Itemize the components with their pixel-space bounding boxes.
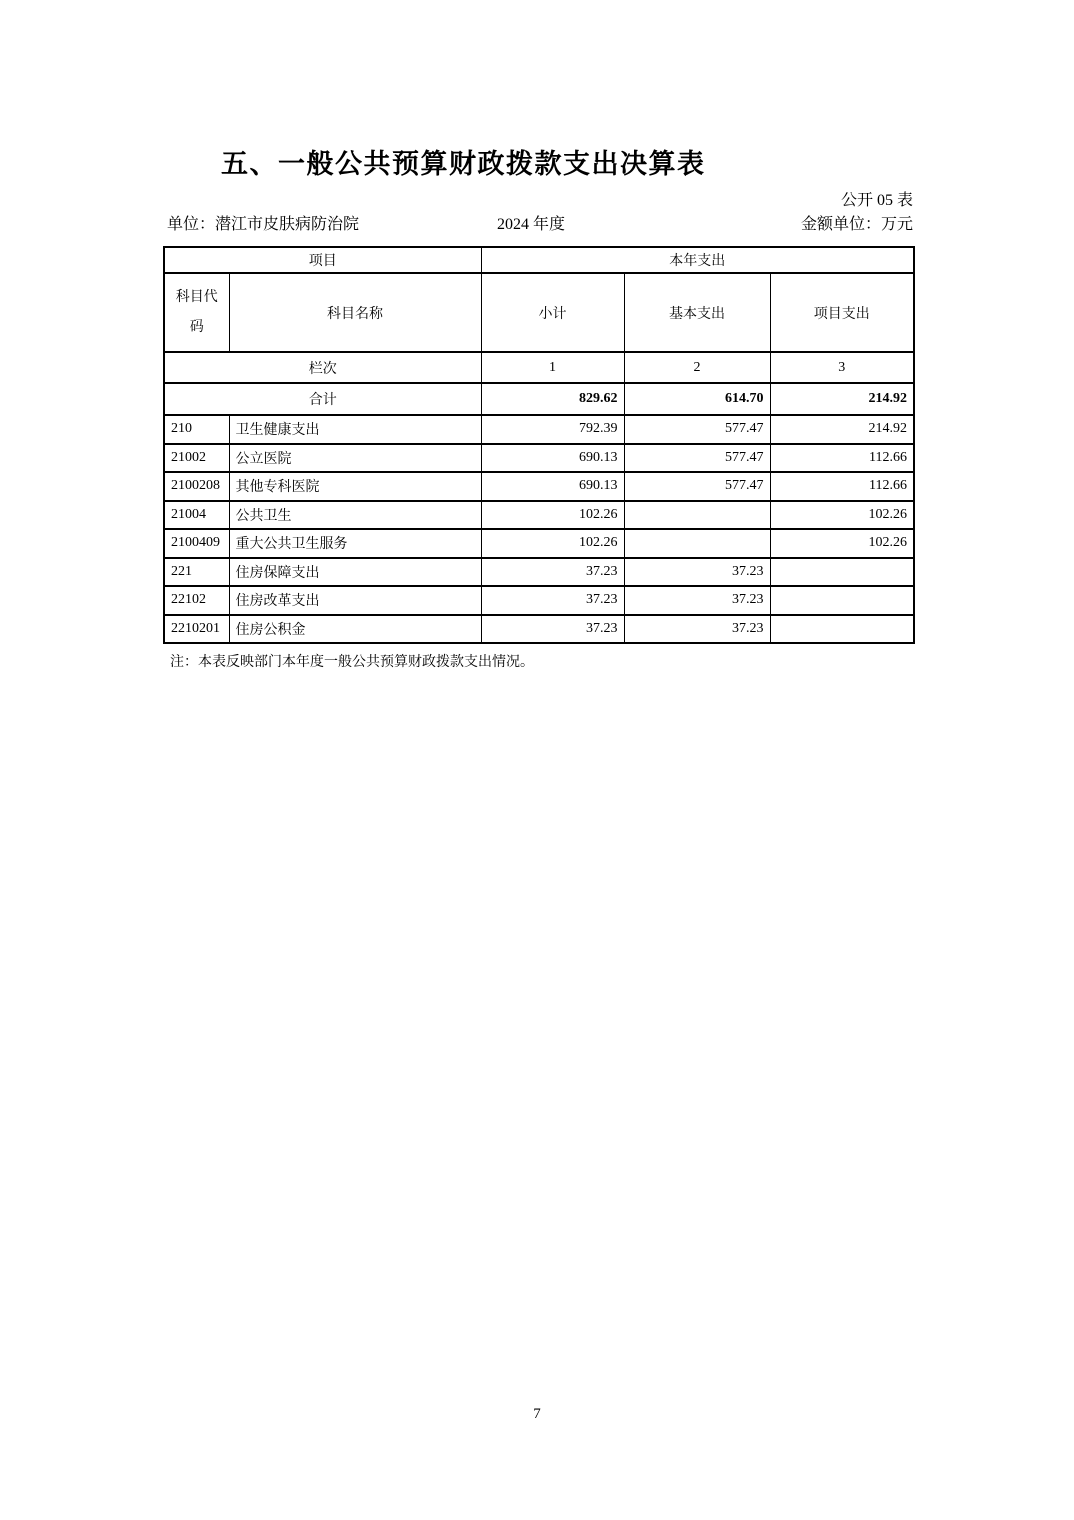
column-index-1: 1 bbox=[481, 352, 624, 383]
name-cell: 公立医院 bbox=[229, 444, 481, 473]
table-row bbox=[164, 586, 914, 615]
code-cell: 21004 bbox=[164, 501, 229, 530]
project-cell: 102.26 bbox=[770, 529, 914, 558]
subtotal-cell: 102.26 bbox=[481, 529, 624, 558]
table-row bbox=[164, 501, 914, 530]
column-index-label: 栏次 bbox=[164, 352, 481, 383]
table-meta-row bbox=[163, 211, 913, 233]
subtotal-cell: 690.13 bbox=[481, 472, 624, 501]
page-number: 7 bbox=[533, 1406, 541, 1422]
header-subject-name: 科目名称 bbox=[229, 273, 481, 352]
basic-cell bbox=[624, 501, 770, 530]
column-index-row bbox=[164, 352, 914, 383]
total-row bbox=[164, 383, 914, 415]
table-row bbox=[164, 444, 914, 473]
project-cell bbox=[770, 586, 914, 615]
code-cell: 2210201 bbox=[164, 615, 229, 644]
table-footnote: 注：本表反映部门本年度一般公共预算财政拨款支出情况。 bbox=[170, 655, 534, 670]
code-cell: 22102 bbox=[164, 586, 229, 615]
code-cell: 21002 bbox=[164, 444, 229, 473]
name-cell: 住房保障支出 bbox=[229, 558, 481, 587]
project-cell: 112.66 bbox=[770, 444, 914, 473]
budget-expenditure-table bbox=[163, 246, 915, 644]
total-subtotal: 829.62 bbox=[481, 383, 624, 415]
header-columns-row bbox=[164, 273, 914, 352]
header-project-expenditure: 项目支出 bbox=[770, 273, 914, 352]
name-cell: 重大公共卫生服务 bbox=[229, 529, 481, 558]
basic-cell: 577.47 bbox=[624, 444, 770, 473]
subtotal-cell: 37.23 bbox=[481, 558, 624, 587]
name-cell: 公共卫生 bbox=[229, 501, 481, 530]
name-cell: 住房改革支出 bbox=[229, 586, 481, 615]
code-cell: 2100409 bbox=[164, 529, 229, 558]
name-cell: 卫生健康支出 bbox=[229, 415, 481, 444]
basic-cell: 577.47 bbox=[624, 472, 770, 501]
project-cell bbox=[770, 615, 914, 644]
table-row bbox=[164, 615, 914, 644]
table-row bbox=[164, 529, 914, 558]
project-cell: 102.26 bbox=[770, 501, 914, 530]
total-label: 合计 bbox=[164, 383, 481, 415]
project-cell: 112.66 bbox=[770, 472, 914, 501]
subtotal-cell: 37.23 bbox=[481, 615, 624, 644]
name-cell: 住房公积金 bbox=[229, 615, 481, 644]
table-row bbox=[164, 472, 914, 501]
header-group-row bbox=[164, 247, 914, 273]
basic-cell: 37.23 bbox=[624, 615, 770, 644]
year-label: 2024 年度 bbox=[497, 216, 566, 233]
basic-cell: 37.23 bbox=[624, 558, 770, 587]
project-cell: 214.92 bbox=[770, 415, 914, 444]
code-cell: 221 bbox=[164, 558, 229, 587]
total-project: 214.92 bbox=[770, 383, 914, 415]
code-cell: 210 bbox=[164, 415, 229, 444]
public-table-number: 公开 05 表 bbox=[840, 192, 913, 209]
basic-cell bbox=[624, 529, 770, 558]
subtotal-cell: 102.26 bbox=[481, 501, 624, 530]
subtotal-cell: 792.39 bbox=[481, 415, 624, 444]
project-cell bbox=[770, 558, 914, 587]
column-index-3: 3 bbox=[770, 352, 914, 383]
header-group-current-year: 本年支出 bbox=[481, 247, 914, 273]
unit-label: 单位：潜江市皮肤病防治院 bbox=[167, 216, 360, 233]
column-index-2: 2 bbox=[624, 352, 770, 383]
page-title: 五、一般公共预算财政拨款支出决算表 bbox=[221, 149, 706, 179]
total-basic: 614.70 bbox=[624, 383, 770, 415]
name-cell: 其他专科医院 bbox=[229, 472, 481, 501]
header-group-project: 项目 bbox=[164, 247, 481, 273]
basic-cell: 577.47 bbox=[624, 415, 770, 444]
table-row bbox=[164, 558, 914, 587]
basic-cell: 37.23 bbox=[624, 586, 770, 615]
table-row bbox=[164, 415, 914, 444]
subtotal-cell: 37.23 bbox=[481, 586, 624, 615]
header-subtotal: 小计 bbox=[481, 273, 624, 352]
header-subject-code: 科目代码 bbox=[164, 273, 229, 352]
subtotal-cell: 690.13 bbox=[481, 444, 624, 473]
amount-unit-label: 金额单位：万元 bbox=[800, 216, 913, 233]
code-cell: 2100208 bbox=[164, 472, 229, 501]
header-basic-expenditure: 基本支出 bbox=[624, 273, 770, 352]
